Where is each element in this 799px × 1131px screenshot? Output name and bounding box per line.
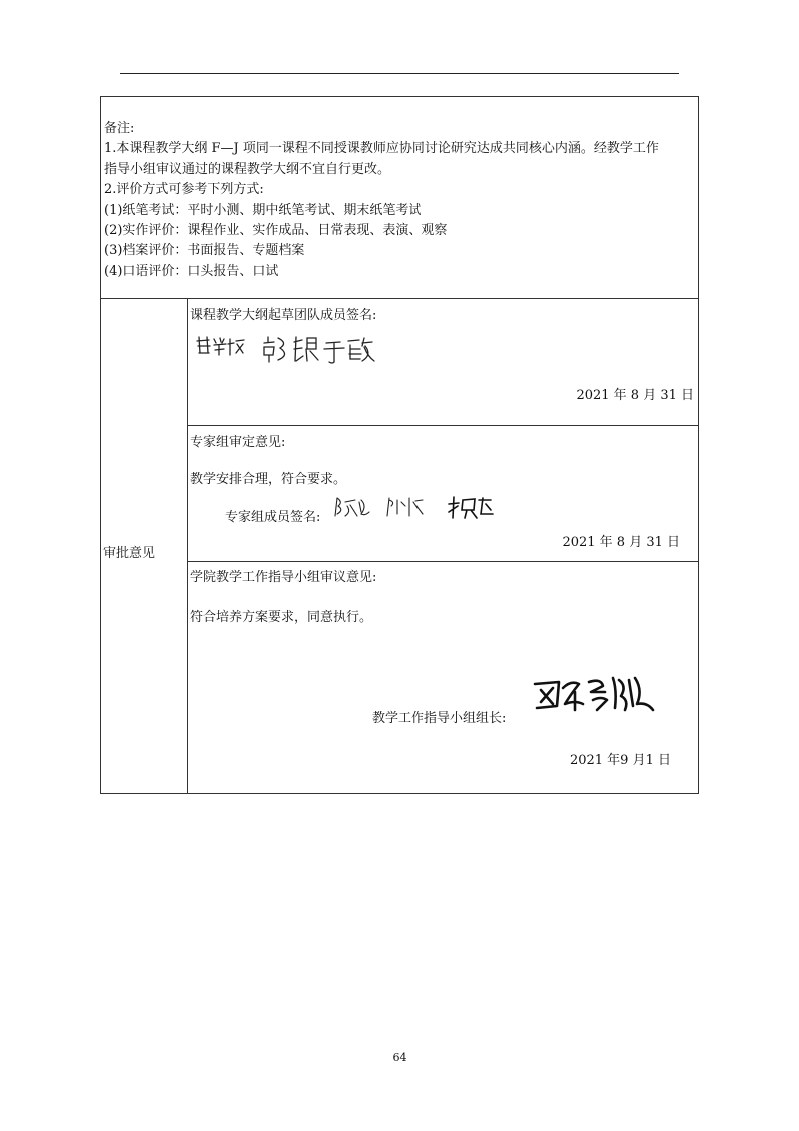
drafting-date: 2021 年 8 月 31 日 xyxy=(576,388,694,403)
college-opinion: 符合培养方案要求，同意执行。 xyxy=(190,610,373,625)
notes-line: (2)实作评价：课程作业、实作成品、日常表现、表演、观察 xyxy=(104,223,448,239)
expert-heading: 专家组审定意见: xyxy=(190,435,286,450)
notes-line: 1.本课程教学大纲 F—J 项同一课程不同授课教师应协同讨论研究达成共同核心内涵。经教学工作 xyxy=(104,141,659,157)
approval-table xyxy=(100,96,699,794)
drafting-heading: 课程教学大纲起草团队成员签名: xyxy=(190,308,377,323)
approval-label: 审批意见 xyxy=(103,546,156,561)
approval-label-column xyxy=(101,299,188,793)
notes-title: 备注: xyxy=(104,121,135,136)
college-leader-label: 教学工作指导小组组长: xyxy=(372,711,507,726)
notes-line: 2.评价方式可参考下列方式: xyxy=(104,182,264,198)
expert-signer-label: 专家组成员签名: xyxy=(225,510,321,525)
notes-line: (4)口语评价：口头报告、口试 xyxy=(104,263,279,279)
header-rule xyxy=(120,73,679,74)
drafting-team-cell xyxy=(188,299,698,426)
college-heading: 学院教学工作指导小组审议意见: xyxy=(190,570,377,585)
page-number: 64 xyxy=(392,1051,407,1064)
college-review-cell xyxy=(188,562,698,793)
notes-line: (1)纸笔考试：平时小测、期中纸笔考试、期末纸笔考试 xyxy=(104,202,422,218)
notes-line: (3)档案评价：书面报告、专题档案 xyxy=(104,243,305,259)
college-leader-signature xyxy=(531,670,661,722)
expert-review-cell xyxy=(188,426,698,562)
notes-section xyxy=(101,97,698,299)
expert-opinion: 教学安排合理，符合要求。 xyxy=(190,472,347,487)
expert-date: 2021 年 8 月 31 日 xyxy=(562,535,680,550)
drafting-signatures xyxy=(194,329,394,369)
expert-signatures xyxy=(331,492,511,522)
college-date: 2021 年9 月1 日 xyxy=(569,753,671,768)
notes-line: 指导小组审议通过的课程教学大纲不宜自行更改。 xyxy=(104,161,391,177)
